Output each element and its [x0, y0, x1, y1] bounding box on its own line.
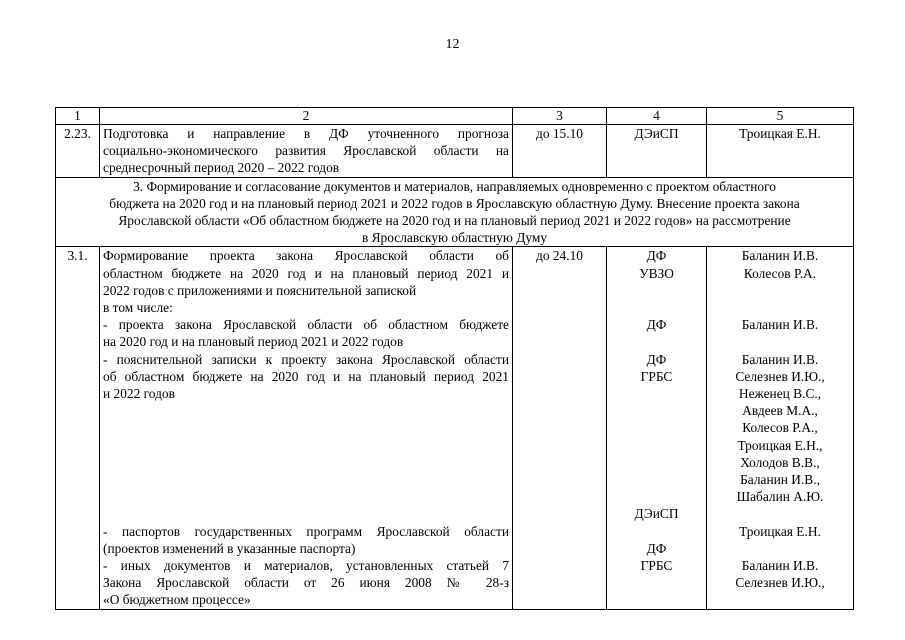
- task-line: 2022 годов с приложениями и пояснительной запиской: [103, 282, 417, 298]
- task-line: Формирование проекта закона Ярославской области об: [103, 248, 509, 264]
- header-col-3: 3: [513, 108, 607, 125]
- responsible-list: [707, 247, 854, 609]
- deadline: до 15.10: [513, 125, 607, 178]
- responsible: Баланин И.В.: [741, 317, 819, 333]
- task-description: [100, 247, 513, 609]
- section-title: [56, 177, 854, 247]
- task-line: на 2020 год и на плановый период 2021 и 2022 годов: [103, 334, 404, 350]
- responsible: Колесов Р.А.: [743, 265, 817, 281]
- responsible: Баланин И.В.: [741, 351, 819, 367]
- section-title-line: в Ярославскую областную Думу: [361, 230, 548, 246]
- table-row: [56, 247, 854, 609]
- responsible: Баланин И.В.: [741, 248, 819, 264]
- task-line: «О бюджетном процессе»: [103, 592, 251, 608]
- task-line: областном бюджете на 2020 год и на плановый период 2021 и: [103, 265, 509, 281]
- responsible: Колесов Р.А.,: [742, 420, 818, 436]
- header-col-4: 4: [607, 108, 707, 125]
- task-line: и 2022 годов: [103, 386, 175, 402]
- section-title-line: Ярославской области «Об областном бюджете на 2020 год и на плановый период 2021 и 2022 годов» на рассмотрение: [118, 213, 791, 229]
- header-col-2: 2: [100, 108, 513, 125]
- header-col-5: 5: [707, 108, 854, 125]
- responsible: Троицкая Е.Н.,: [737, 437, 823, 453]
- task-line: - проекта закона Ярославской области об областном бюджете: [103, 317, 509, 333]
- executor: ДФ: [646, 540, 667, 556]
- responsible: Баланин И.В.,: [740, 472, 820, 488]
- responsible: Селезнев И.Ю.,: [735, 575, 825, 591]
- deadline: до 24.10: [513, 247, 607, 609]
- responsible: Неженец В.С.,: [738, 386, 822, 401]
- executor: ГРБС: [640, 368, 673, 384]
- row-number: 2.23.: [56, 125, 100, 178]
- executor: ДФ: [646, 248, 667, 264]
- responsible: Троицкая Е.Н.: [739, 523, 821, 539]
- executor-list: [607, 247, 707, 609]
- executor: ДФ: [646, 351, 667, 367]
- header-col-1: 1: [56, 108, 100, 125]
- task-line: об областном бюджете на 2020 год и на плановый период 2021: [103, 368, 509, 384]
- task-line: - паспортов государственных программ Ярославской области: [103, 523, 509, 539]
- responsible: Баланин И.В.: [741, 558, 819, 573]
- table-row: [56, 125, 854, 178]
- task-line: - иных документов и материалов, установленных статьей 7: [103, 557, 509, 573]
- task-line: - пояснительной записки к проекту закона Ярославской области: [103, 351, 509, 367]
- responsible: Авдеев М.А.,: [742, 403, 818, 419]
- task-description: [100, 125, 513, 178]
- page-number: 12: [445, 37, 460, 52]
- section-title-line: бюджета на 2020 год и на плановый период 2021 и 2022 годов в Ярославскую областную Думу. Внесение проекта закона: [109, 195, 800, 211]
- task-line: социально-экономического развития Ярославской области на: [103, 143, 509, 159]
- executor: ДЭиСП: [607, 125, 707, 178]
- responsible: Троицкая Е.Н.: [707, 125, 854, 178]
- section-title-line: 3. Формирование и согласование документов и материалов, направляемых одновременно с проектом областного: [133, 178, 776, 194]
- table-header-row: [56, 108, 854, 125]
- plan-table: [55, 107, 854, 610]
- responsible: Холодов В.В.,: [740, 454, 820, 470]
- executor: ДФ: [646, 317, 667, 333]
- task-line: (проектов изменений в указанные паспорта): [103, 540, 356, 556]
- executor: ГРБС: [640, 557, 673, 573]
- task-line: Закона Ярославской области от 26 июня 2008 № 28-з: [103, 575, 509, 591]
- responsible: Шабалин А.Ю.: [736, 489, 824, 505]
- section-row: [56, 177, 854, 247]
- task-line: Подготовка и направление в ДФ уточненного прогноза: [103, 126, 509, 141]
- task-line: в том числе:: [103, 300, 173, 316]
- responsible: Селезнев И.Ю.,: [735, 368, 825, 384]
- executor: УВЗО: [639, 265, 674, 281]
- task-line: среднесрочный период 2020 – 2022 годов: [103, 160, 340, 176]
- row-number: 3.1.: [56, 247, 100, 609]
- executor: ДЭиСП: [634, 506, 679, 522]
